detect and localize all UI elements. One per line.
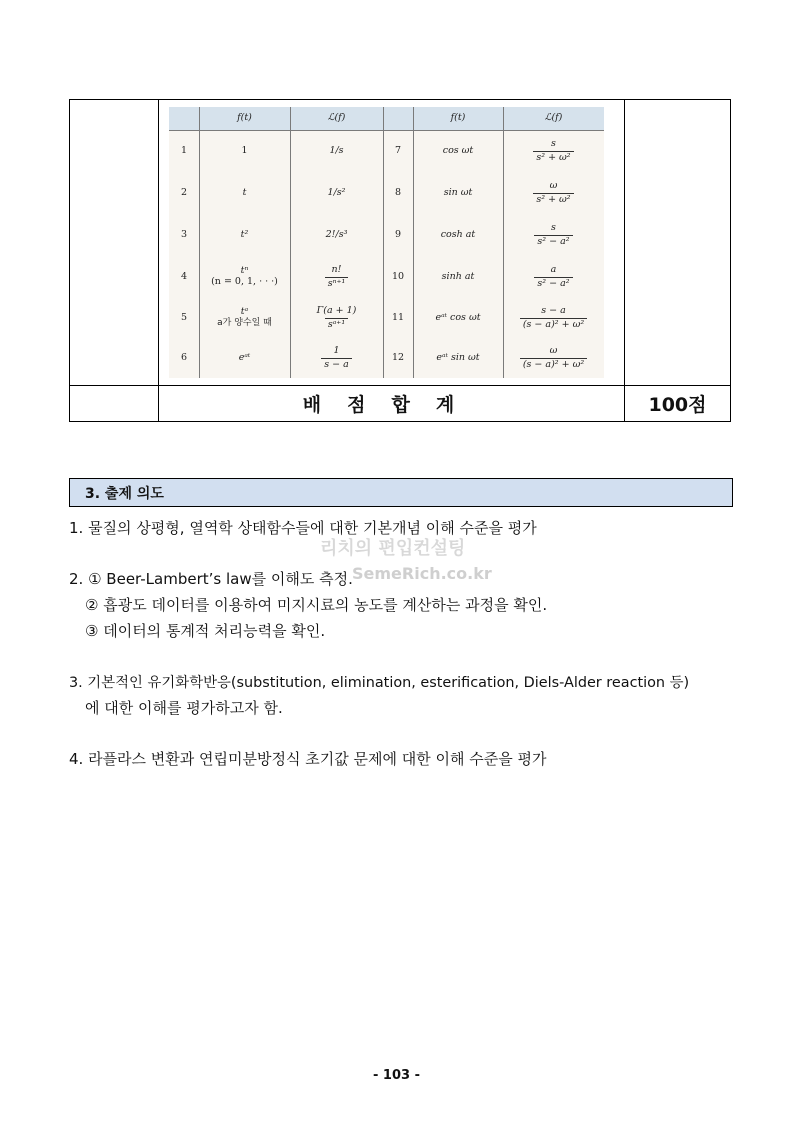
table-divider [624, 100, 625, 421]
lf-cell [503, 172, 604, 214]
fraction-numerator: ω [549, 344, 558, 356]
ft-cell [199, 256, 290, 298]
fraction-denominator: sᵃ⁺¹ [325, 318, 348, 331]
ft-cell: eᵃᵗ cos ωt [435, 311, 481, 323]
fraction-numerator: ω [549, 179, 558, 191]
intent-item-2: 2. ① Beer-Lambert’s law를 이해도 측정. [69, 570, 353, 588]
lf-cell [290, 338, 383, 378]
table-divider [158, 100, 159, 421]
total-score: 100점 [648, 394, 707, 416]
row-number: 5 [180, 311, 188, 323]
ft-expression: tᵃ [240, 306, 249, 318]
header-L-right: ℒ(f) [544, 112, 563, 124]
row-number: 10 [391, 270, 405, 282]
ft-cell [199, 298, 290, 338]
laplace-transform-table [169, 107, 604, 378]
fraction-numerator: n! [331, 263, 342, 275]
watermark-text: 리치의 편입컨설팅 [320, 538, 466, 559]
intent-item-4: 4. 라플라스 변환과 연립미분방정식 초기값 문제에 대한 이해 수준을 평가 [69, 750, 547, 768]
lf-cell [503, 338, 604, 378]
intent-item-3: 3. 기본적인 유기화학반응(substitution, elimination, esterification, Diels-Alder reaction 등) [69, 675, 690, 691]
lf-cell [290, 256, 383, 298]
ft-cell: sinh at [441, 270, 475, 282]
ft-note: (n = 0, 1, · · ·) [211, 276, 278, 287]
ft-expression: tⁿ [240, 265, 249, 277]
page-number: - 103 - [373, 1068, 420, 1083]
intent-item-2-sub: ② 흡광도 데이터를 이용하여 미지시료의 농도를 계산하는 과정을 확인. [85, 596, 548, 614]
ft-note: a가 양수일 때 [217, 318, 272, 329]
ft-cell: cosh at [440, 228, 476, 240]
row-number: 7 [394, 144, 402, 156]
fraction-denominator: sⁿ⁺¹ [325, 277, 349, 290]
fraction-numerator: s [551, 221, 556, 233]
ft-cell: eᵃᵗ sin ωt [436, 351, 480, 363]
header-L-left: ℒ(f) [327, 112, 346, 124]
intent-item-1: 1. 물질의 상평형, 열역학 상태함수들에 대한 기본개념 이해 수준을 평가 [69, 519, 537, 537]
fraction-denominator: s² − a² [534, 235, 572, 248]
fraction-numerator: 1 [333, 344, 340, 356]
row-number: 2 [180, 186, 188, 198]
fraction-numerator: s − a [541, 304, 566, 316]
fraction-denominator: s² + ω² [533, 193, 573, 206]
fraction-numerator: a [550, 263, 557, 275]
row-number: 12 [391, 351, 405, 363]
ft-cell: t [242, 186, 247, 198]
fraction-numerator: Γ(a + 1) [316, 304, 357, 316]
intent-item-3-cont: 에 대한 이해를 평가하고자 함. [85, 699, 283, 717]
row-number: 8 [394, 186, 402, 198]
row-number: 9 [394, 228, 402, 240]
watermark-url: SemeRich.co.kr [352, 564, 492, 583]
lf-cell: 2!/s³ [325, 228, 348, 240]
lf-cell [503, 256, 604, 298]
ft-cell: 1 [241, 144, 248, 156]
header-f-left: f(t) [237, 112, 252, 124]
section-heading: 3. 출제 의도 [69, 478, 733, 507]
header-f-right: f(t) [450, 112, 466, 124]
fraction-denominator: s² − a² [534, 277, 572, 290]
lf-cell: 1/s² [327, 186, 346, 198]
fraction-denominator: s − a [321, 358, 352, 371]
lf-cell [503, 130, 604, 172]
ft-cell: cos ωt [442, 144, 474, 156]
row-number: 6 [180, 351, 188, 363]
row-number: 3 [180, 228, 188, 240]
ft-cell: sin ωt [443, 186, 473, 198]
ft-cell: eᵃᵗ [238, 351, 251, 363]
row-number: 11 [391, 311, 405, 323]
fraction-numerator: s [551, 137, 556, 149]
fraction-denominator: (s − a)² + ω² [520, 318, 587, 331]
intent-item-2-sub: ③ 데이터의 통계적 처리능력을 확인. [85, 622, 326, 640]
row-number: 1 [180, 144, 188, 156]
fraction-denominator: (s − a)² + ω² [520, 358, 587, 371]
total-label: 배점합계 [302, 394, 481, 416]
row-number: 4 [180, 270, 188, 282]
lf-cell: 1/s [329, 144, 344, 156]
lf-cell [290, 298, 383, 338]
fraction-denominator: s² + ω² [533, 151, 573, 164]
lf-cell [503, 214, 604, 256]
ft-cell: t² [240, 228, 249, 240]
lf-cell [503, 298, 604, 338]
